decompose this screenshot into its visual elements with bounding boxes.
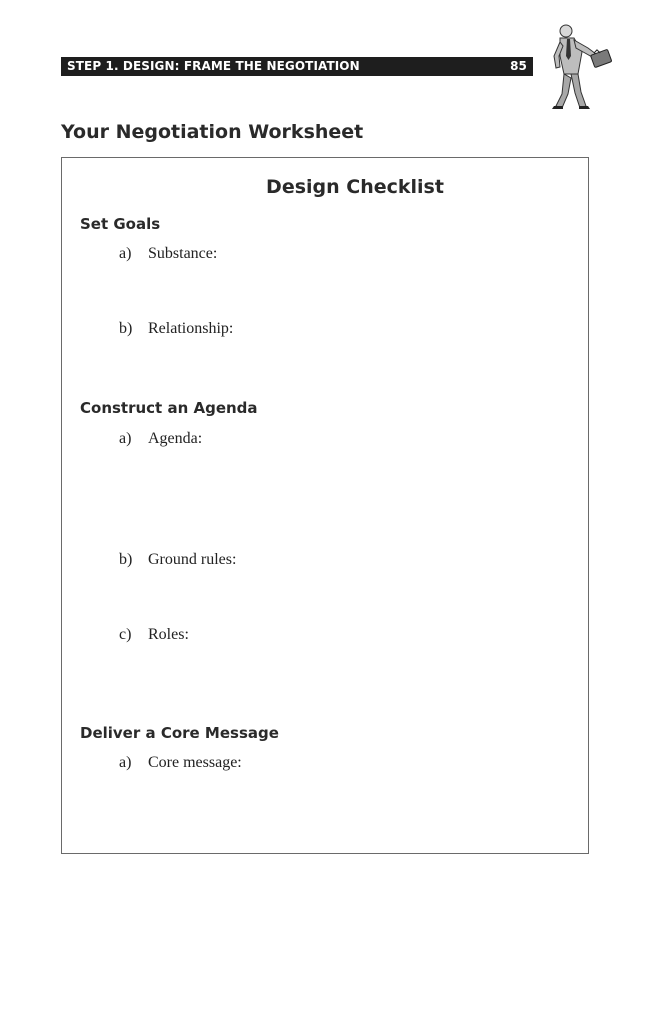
item-label: Roles: (148, 626, 189, 643)
list-item-ground-rules (119, 551, 236, 569)
checklist-title: Design Checklist (266, 176, 444, 198)
item-label: Agenda: (148, 430, 203, 447)
list-item-core-message (119, 754, 242, 772)
list-item-substance (119, 245, 217, 263)
item-label: Ground rules: (148, 551, 237, 568)
item-letter: a) (119, 430, 132, 447)
list-item-agenda (119, 430, 202, 448)
item-label: Substance: (148, 245, 218, 262)
page-number: 85 (510, 59, 527, 73)
item-letter: a) (119, 754, 132, 771)
item-letter: b) (119, 320, 133, 337)
running-header (61, 57, 533, 76)
item-letter: b) (119, 551, 133, 568)
item-letter: c) (119, 626, 132, 643)
list-item-relationship (119, 320, 233, 338)
item-label: Core message: (148, 754, 242, 771)
section-heading-core-message: Deliver a Core Message (80, 724, 279, 742)
section-heading-construct-agenda: Construct an Agenda (80, 399, 258, 417)
worksheet-title: Your Negotiation Worksheet (61, 121, 364, 143)
running-title: STEP 1. DESIGN: FRAME THE NEGOTIATION (67, 59, 360, 73)
section-heading-set-goals: Set Goals (80, 215, 161, 233)
businessman-with-briefcase-icon (548, 22, 618, 112)
list-item-roles (119, 626, 189, 644)
item-label: Relationship: (148, 320, 234, 337)
design-checklist-box (61, 157, 589, 854)
item-letter: a) (119, 245, 132, 262)
